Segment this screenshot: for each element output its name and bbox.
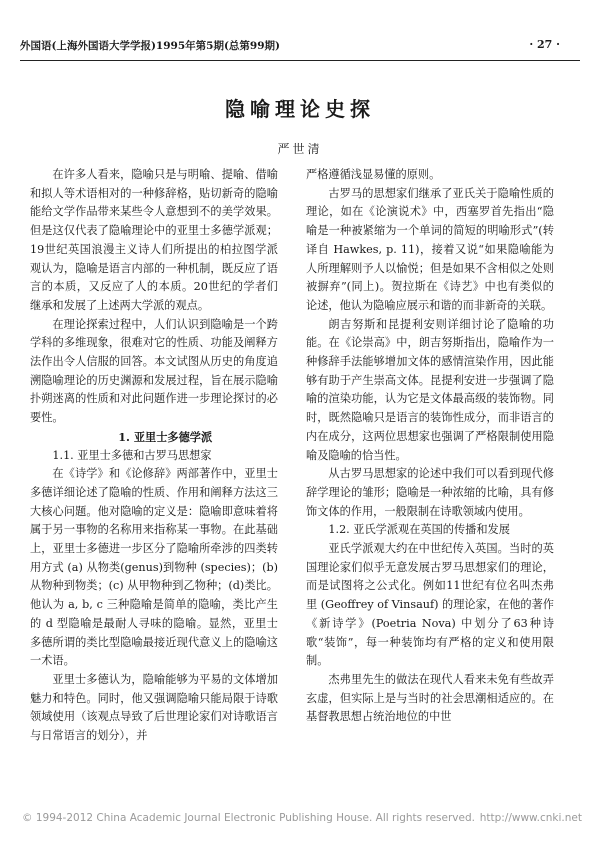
article-title: 隐喻理论史探 xyxy=(225,97,375,121)
paragraph: 亚里士多德认为，隐喻能够为平易的文体增加魅力和特色。同时，他又强调隐喻只能局限于诗歌领域使用（该观点导致了后世理论家们对诗歌语言与日常语言的划分），并 xyxy=(30,672,278,743)
section-heading: 1. 亚里士多德学派 xyxy=(118,429,213,444)
article-author: 严世清 xyxy=(277,142,323,156)
header-rule xyxy=(20,60,580,61)
right-column xyxy=(306,166,554,727)
paragraph-continued: 严格遵循浅显易懂的原则。 xyxy=(306,168,441,181)
paragraph: 在理论探索过程中，人们认识到隐喻是一个跨学科的多维现象，很难对它的性质、功能及阐释方法作出令人信服的回答。本文试图从历史的角度追溯隐喻理论的历史渊源和发展过程，旨在展示隐喻扑朔迷离的性质和对此问题作进一步理论探讨的必要性。 xyxy=(30,317,278,425)
subsection-heading: 1.2. 亚氏学派观在英国的传播和发展 xyxy=(328,523,510,537)
paragraph: 从古罗马思想家的论述中我们可以看到现代修辞学理论的雏形；隐喻是一种浓缩的比喻，具有修饰文体的作用，一般限制在诗歌领域内使用。 xyxy=(306,467,554,518)
copyright-notice: © 1994-2012 China Academic Journal Electronic Publishing House. All rights reserved. xyxy=(22,812,475,824)
paragraph: 古罗马的思想家们继承了亚氏关于隐喻性质的理论，如在《论演说术》中，西塞罗首先指出“隐喻是一种被紧缩为一个单词的简短的明喻形式”(转译自 Hawkes, p. 11)，接着又说“如果隐喻能为人所理解则予人以愉悦；但是如果不含相似之处则被摒弃”(同上)。贺拉斯在《诗艺》中也有类似的论述，他认为隐喻应展示和谐的而非新奇的关联。 xyxy=(306,186,554,312)
left-column xyxy=(30,166,278,746)
running-header xyxy=(20,38,580,58)
source-url[interactable]: http://www.cnki.net xyxy=(479,812,582,824)
page-number: · 27 · xyxy=(529,38,560,51)
paragraph: 杰弗里先生的做法在现代人看来未免有些故弄玄虚，但实际上是与当时的社会思潮相适应的。在基督教思想占统治地位的中世 xyxy=(306,672,554,724)
paragraph: 在《诗学》和《论修辞》两部著作中，亚里士多德详细论述了隐喻的性质、作用和阐释方法这三大核心问题。他对隐喻的定义是：隐喻即意味着将属于另一事物的名称用来指称某一事物。在此基础上，亚里士多德进一步区分了隐喻所牵涉的四类转用方式 (a) 从物类(genus)到物种 (species)；(b) 从物种到物类；(c) 从甲物种到乙物种；(d)类比。他认为 a, b, c 三种隐喻是简单的隐喻，类比产生的 d 型隐喻是最耐人寻味的隐喻。显然，亚里士多德所谓的类比型隐喻最接近现代意义上的隐喻这一术语。 xyxy=(30,467,278,668)
paragraph: 在许多人看来，隐喻只是与明喻、提喻、借喻和拟人等术语相对的一种修辞格，贴切新奇的隐喻能给文学作品带来某些令人意想到不的美学效果。但是这仅代表了隐喻理论中的亚里士多德学派观；19世纪英国浪漫主义诗人们所提出的柏拉图学派观认为，隐喻是语言内部的一种机制，既反应了语言的本质，又反应了人的本质。20世纪的学者们继承和发展了上述两大学派的观点。 xyxy=(30,168,278,312)
journal-info: 外国语(上海外国语大学学报)1995年第5期(总第99期) xyxy=(20,40,281,52)
subsection-heading: 1.1. 亚里士多德和古罗马思想家 xyxy=(52,448,212,462)
copyright-footer xyxy=(22,812,582,824)
paragraph: 朗吉努斯和昆提利安则详细讨论了隐喻的功能。在《论崇高》中，朗吉努斯指出，隐喻作为一种修辞手法能够增加文体的感情渲染作用，因此能够有助于产生崇高文体。昆提利安进一步强调了隐喻的渲染功能，认为它是文体最高级的装饰物。同时，既然隐喻只是语言的装饰性成分，而非语言的内在成分，这两位思想家也强调了严格限制使用隐喻及隐喻的恰当性。 xyxy=(306,317,554,462)
paragraph: 亚氏学派观大约在中世纪传入英国。当时的英国理论家们似乎无意发展古罗马思想家们的理论，而是试图将之公式化。例如11世纪有位名叫杰弗里 (Geoffrey of Vinsauf) 的理论家，在他的著作《新诗学》(Poetria Nova) 中划分了63种诗歌“装饰”，每一种装饰均有严格的定义和使用限制。 xyxy=(306,542,554,668)
